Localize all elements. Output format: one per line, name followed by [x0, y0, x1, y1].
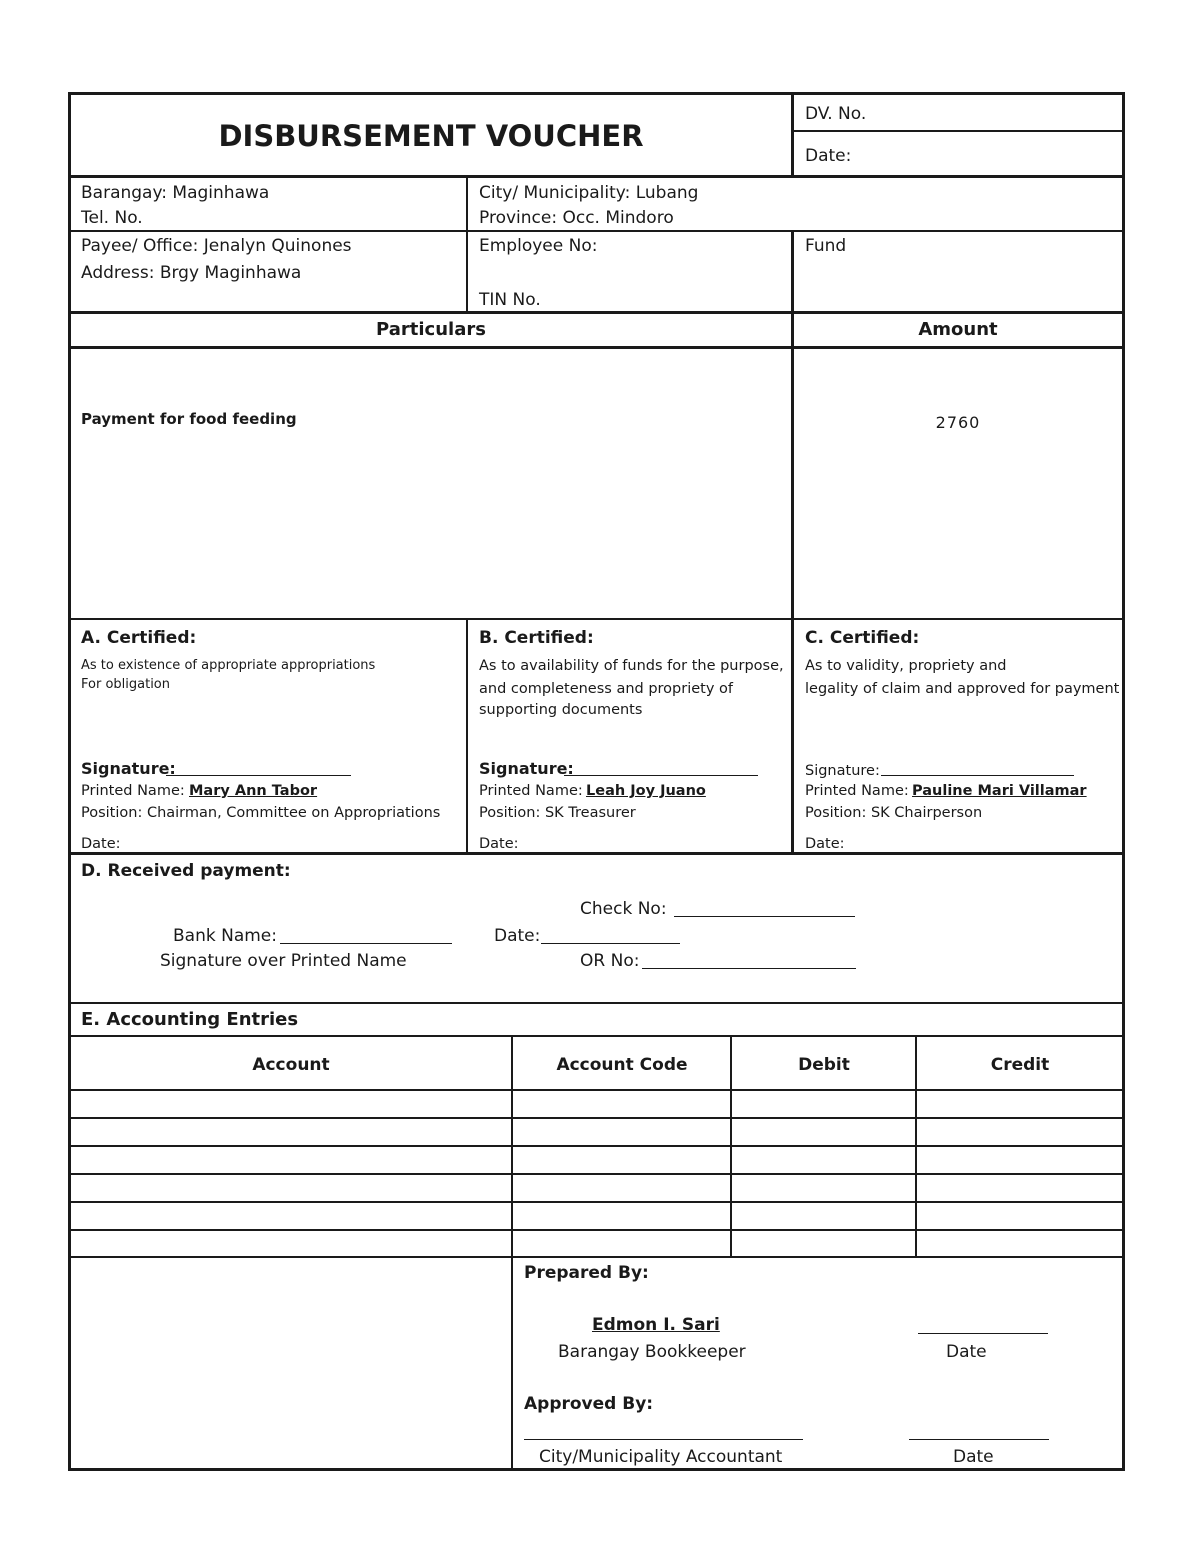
- cert-a-line2: For obligation: [81, 677, 170, 692]
- cert-b-line2: and completeness and propriety of: [479, 681, 734, 697]
- col-credit: Credit: [990, 1055, 1050, 1075]
- cert-c-title: C. Certified:: [805, 628, 920, 648]
- or-no-label: OR No:: [580, 951, 640, 971]
- province: Province: Occ. Mindoro: [479, 208, 674, 228]
- amount-value: 2760: [935, 413, 981, 432]
- cert-a-signature-line: [166, 775, 351, 776]
- tin-no: TIN No.: [479, 290, 541, 310]
- particulars-description: Payment for food feeding: [81, 410, 297, 428]
- check-no-label: Check No:: [580, 899, 667, 919]
- col-debit: Debit: [798, 1055, 850, 1075]
- cert-c-printed-name-label: Printed Name:: [805, 783, 909, 799]
- approved-by-label: Approved By:: [524, 1394, 654, 1414]
- cert-b-printed-name-label: Printed Name:: [479, 783, 583, 799]
- amount-header: Amount: [918, 319, 998, 340]
- cert-b-title: B. Certified:: [479, 628, 594, 648]
- cert-c-position: Position: SK Chairperson: [805, 805, 983, 821]
- cert-a-printed-name-label: Printed Name:: [81, 783, 185, 799]
- cert-b-signature-label: Signature:: [479, 759, 574, 778]
- prepared-by-position: Barangay Bookkeeper: [558, 1342, 746, 1362]
- cert-c-date: Date:: [805, 836, 845, 852]
- prepared-by-name: Edmon I. Sari: [592, 1315, 720, 1335]
- city-municipality: City/ Municipality: Lubang: [479, 183, 699, 203]
- cert-a-position: Position: Chairman, Committee on Appropriations: [81, 805, 441, 821]
- cert-c-printed-name: Pauline Mari Villamar: [912, 783, 1087, 799]
- cert-a-date: Date:: [81, 836, 121, 852]
- check-no-line: [674, 916, 855, 917]
- tel-no: Tel. No.: [81, 208, 143, 228]
- payee-office: Payee/ Office: Jenalyn Quinones: [81, 236, 352, 256]
- cert-b-signature-line: [564, 775, 758, 776]
- particulars-header: Particulars: [376, 319, 486, 340]
- approved-date-label: Date: [953, 1447, 994, 1467]
- received-date-line: [541, 943, 680, 944]
- barangay: Barangay: Maginhawa: [81, 183, 270, 203]
- cert-b-line3: supporting documents: [479, 702, 643, 718]
- prepared-date-label: Date: [946, 1342, 987, 1362]
- signature-over-printed-name: Signature over Printed Name: [160, 951, 407, 971]
- employee-no: Employee No:: [479, 236, 598, 256]
- cert-b-line1: As to availability of funds for the purpose,: [479, 658, 784, 674]
- payee-address: Address: Brgy Maginhawa: [81, 263, 302, 283]
- col-account: Account: [252, 1055, 330, 1075]
- approved-signature-line: [524, 1439, 803, 1440]
- col-account-code: Account Code: [556, 1055, 688, 1075]
- cert-c-line1: As to validity, propriety and: [805, 658, 1007, 674]
- accounting-title: E. Accounting Entries: [81, 1009, 299, 1030]
- received-date-label: Date:: [494, 926, 541, 946]
- cert-a-signature-label: Signature:: [81, 759, 176, 778]
- or-no-line: [642, 968, 856, 969]
- dv-no-label: DV. No.: [805, 104, 867, 124]
- header-date-label: Date:: [805, 146, 852, 166]
- cert-c-signature-line: [881, 775, 1074, 776]
- cert-a-printed-name: Mary Ann Tabor: [189, 783, 318, 799]
- cert-c-signature-label: Signature:: [805, 763, 880, 779]
- cert-a-title: A. Certified:: [81, 628, 197, 648]
- bank-name-line: [280, 943, 452, 944]
- cert-b-date: Date:: [479, 836, 519, 852]
- approved-date-line: [909, 1439, 1049, 1440]
- cert-b-printed-name: Leah Joy Juano: [586, 783, 706, 799]
- cert-a-line1: As to existence of appropriate appropriations: [81, 658, 376, 673]
- form-title: DISBURSEMENT VOUCHER: [218, 119, 644, 153]
- received-title: D. Received payment:: [81, 861, 291, 881]
- cert-b-position: Position: SK Treasurer: [479, 805, 636, 821]
- prepared-by-label: Prepared By:: [524, 1263, 649, 1283]
- prepared-date-line: [918, 1333, 1048, 1334]
- bank-name-label: Bank Name:: [173, 926, 277, 946]
- approved-by-position: City/Municipality Accountant: [539, 1447, 783, 1467]
- fund: Fund: [805, 236, 847, 256]
- cert-c-line2: legality of claim and approved for payment: [805, 681, 1120, 697]
